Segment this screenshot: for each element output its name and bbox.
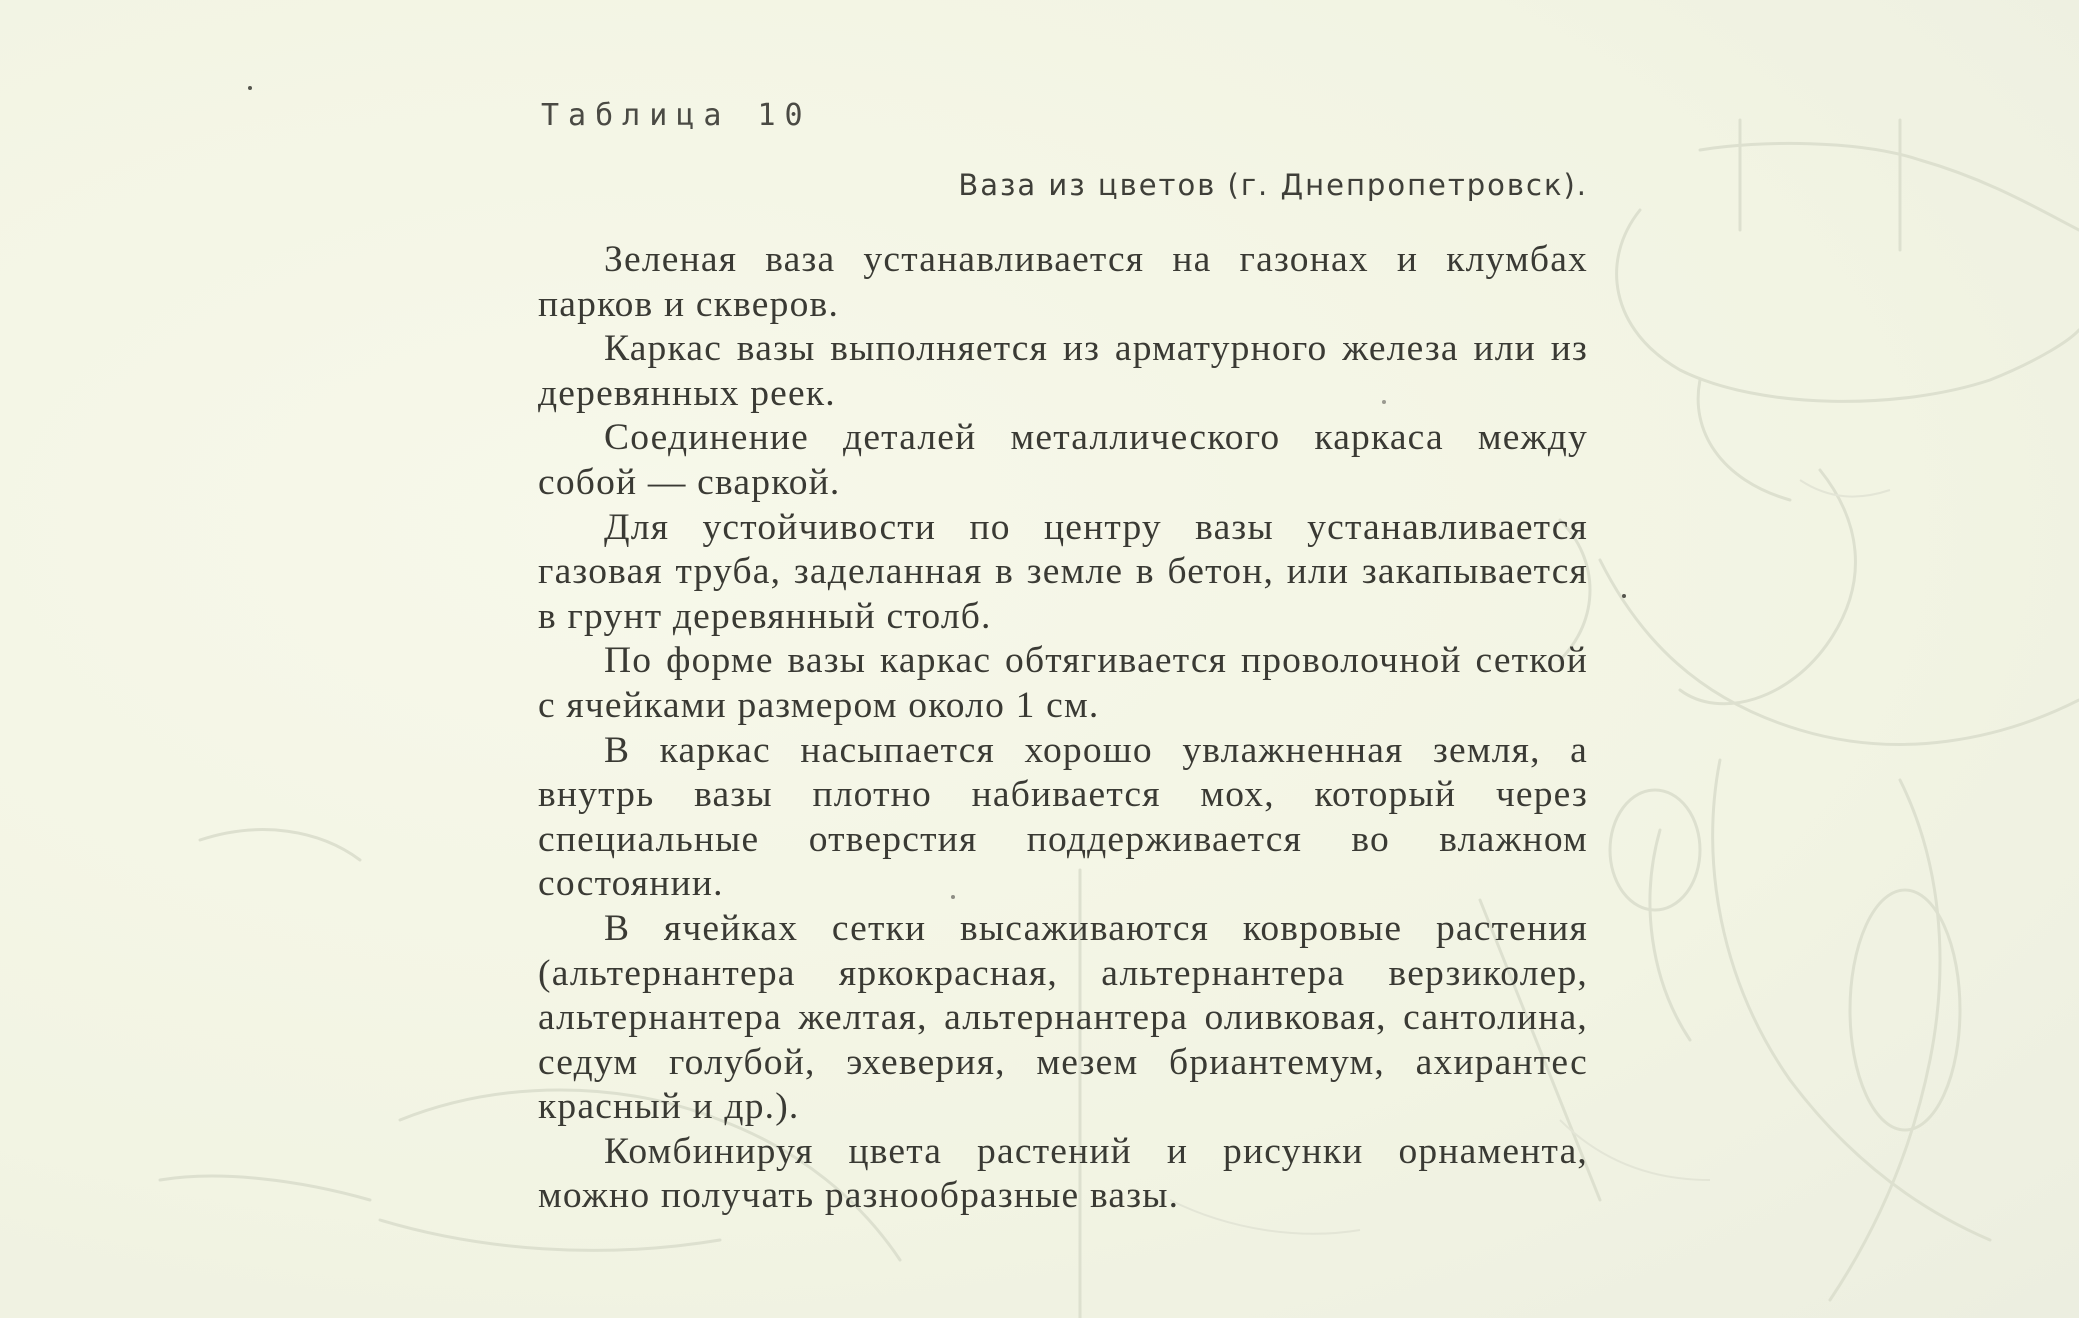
paragraph-2: Каркас вазы выполняется из арматурного железа или из деревянных реек. — [538, 328, 1588, 414]
paragraph-7: В ячейках сетки высаживаются ковровые растения (альтернантера яркокрасная, альтернантера верзиколер, альтернантера желтая, альтернантера оливковая, сантолина, седум голубой, эхеверия, мезем бриантемум, ахирантес красный и др.). — [538, 907, 1588, 1128]
figure-caption: Ваза из цветов (г. Днепропетровск). — [958, 168, 1588, 202]
paper-speck — [248, 86, 252, 90]
paper-speck — [1622, 594, 1626, 598]
paragraph-3: Соединение деталей металлического каркаса между собой — сваркой. — [538, 417, 1588, 503]
paragraph-1: Зеленая ваза устанавливается на газонах и клумбах парков и скверов. — [538, 239, 1588, 325]
body-text — [538, 238, 1588, 1219]
paragraph-6: В каркас насыпается хорошо увлажненная земля, а внутрь вазы плотно набивается мох, который через специальные отверстия поддерживается во влажном состоянии. — [538, 729, 1588, 905]
paragraph-4: Для устойчивости по центру вазы устанавливается газовая труба, заделанная в земле в бетон, или закапывается в грунт деревянный столб. — [538, 506, 1588, 637]
paragraph-8: Комбинируя цвета растений и рисунки орнамента, можно получать разнообразные вазы. — [538, 1130, 1588, 1217]
paragraph-5: По форме вазы каркас обтягивается проволочной сеткой с ячейками размером около 1 см. — [538, 640, 1588, 726]
table-number-label: Таблица 10 — [541, 98, 812, 133]
